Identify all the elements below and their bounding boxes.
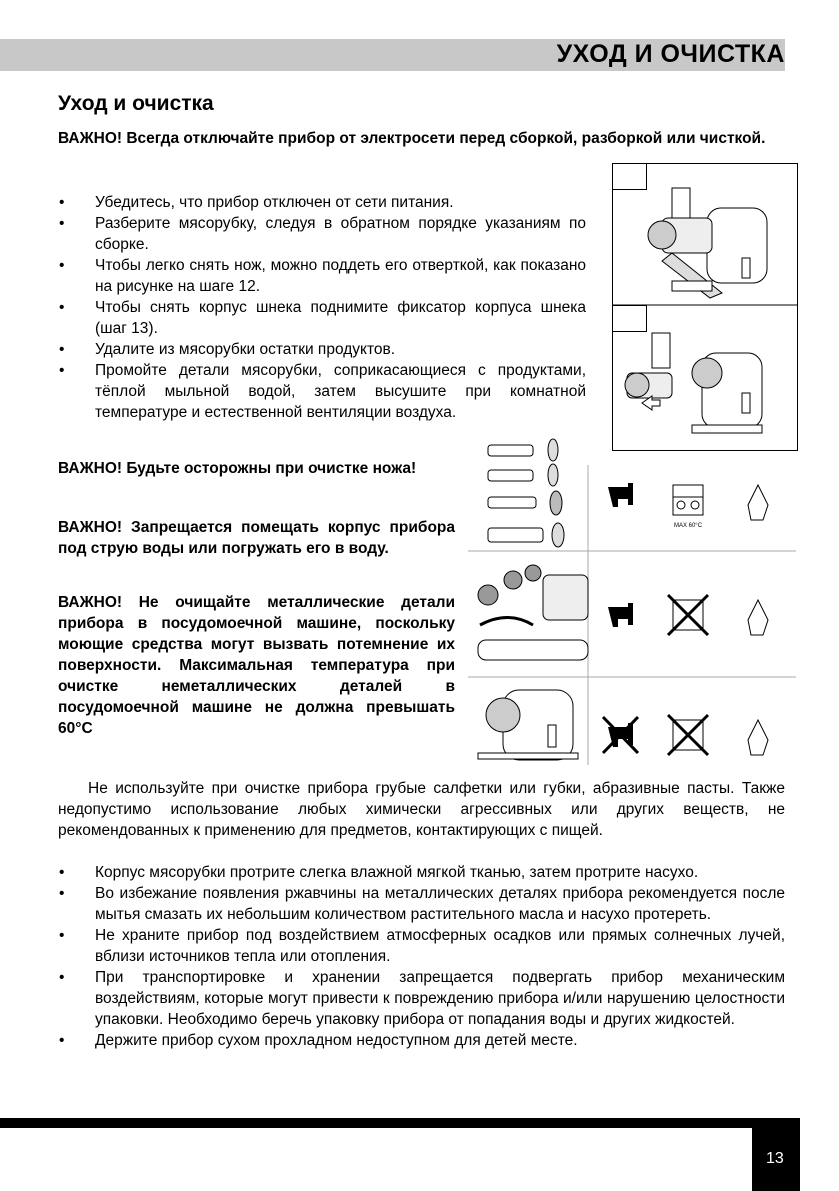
dishwasher-max-label: MAX 60°C	[673, 523, 703, 529]
section-title: Уход и очистка	[58, 92, 214, 115]
warning-dishwasher: ВАЖНО! Не очищайте металлические детали прибора в посудомоечной машине, поскольку моющие средства могут вызвать потемнение их поверхности. Максимальная температура при очистке неметаллических деталей в посудомоечной машине не должна превышать 60°С	[58, 594, 455, 737]
dishwasher-crossed-icon	[668, 715, 708, 755]
bottom-instruction-list	[58, 862, 785, 1051]
list-item: • Удалите из мясорубки остатки продуктов.	[59, 341, 396, 358]
cleaning-table	[468, 435, 796, 765]
list-item: • Держите прибор сухом прохладном недоступном для детей месте.	[59, 1032, 578, 1049]
list-item: • Во избежание появления ржавчины на металлических деталях прибора рекомендуется после мытья смазать их небольшим количеством растительного масла и насухо протереть.	[59, 885, 785, 923]
important-notice: ВАЖНО! Всегда отключайте прибор от электросети перед сборкой, разборкой или чисткой.	[58, 130, 766, 147]
dishwasher-crossed-icon	[668, 595, 708, 635]
page-header-title: УХОД И ОЧИСТКА	[556, 40, 785, 68]
warning-knife: ВАЖНО! Будьте осторожны при очистке ножа!	[58, 460, 417, 477]
tap-crossed-icon	[603, 717, 638, 753]
cloth-icon	[748, 600, 768, 635]
list-item: • Чтобы легко снять нож, можно поддеть его отверткой, как показано на рисунке на шаге 12.	[59, 257, 586, 295]
cloth-icon	[748, 720, 768, 755]
cloth-icon	[748, 485, 768, 520]
footer-white-area	[0, 1128, 752, 1191]
list-item: • Убедитесь, что прибор отключен от сети питания.	[59, 194, 454, 211]
list-item: • При транспортировке и хранении запрещается подвергать прибор механическим воздействиям, которые могут привести к повреждению прибора и/или нарушению целостности упаковки. Необходимо беречь упаковку прибора от попадания воды и других жидкостей.	[59, 969, 785, 1028]
tap-icon	[608, 483, 633, 507]
list-item: • Разберите мясорубку, следуя в обратном порядке указаниям по сборке.	[59, 215, 586, 253]
cleaning-paragraph: Не используйте при очистке прибора грубые салфетки или губки, абразивные пасты. Также недопустимо использование любых химически агрессивных или других веществ, не рекомендованных к применению для предметов, контактирующих с пищей.	[58, 780, 785, 839]
top-instruction-list	[58, 192, 586, 423]
warning-water: ВАЖНО! Запрещается помещать корпус прибора под струю воды или погружать его в воду.	[58, 519, 455, 557]
tap-icon	[608, 603, 633, 627]
list-item: • Не храните прибор под воздействием атмосферных осадков или прямых солнечных лучей, вблизи источников тепла или отопления.	[59, 927, 785, 965]
list-item: • Корпус мясорубки протрите слегка влажной мягкой тканью, затем протрите насухо.	[59, 864, 699, 881]
page-number: 13	[766, 1150, 784, 1167]
list-item: • Чтобы снять корпус шнека поднимите фиксатор корпуса шнека (шаг 13).	[59, 299, 586, 337]
dishwasher-icon	[673, 485, 703, 515]
list-item: • Промойте детали мясорубки, соприкасающиеся с продуктами, тёплой мыльной водой, затем высушите при комнатной температуре и естественной вентиляции воздуха.	[59, 362, 586, 421]
disassembly-illustration	[612, 163, 798, 451]
